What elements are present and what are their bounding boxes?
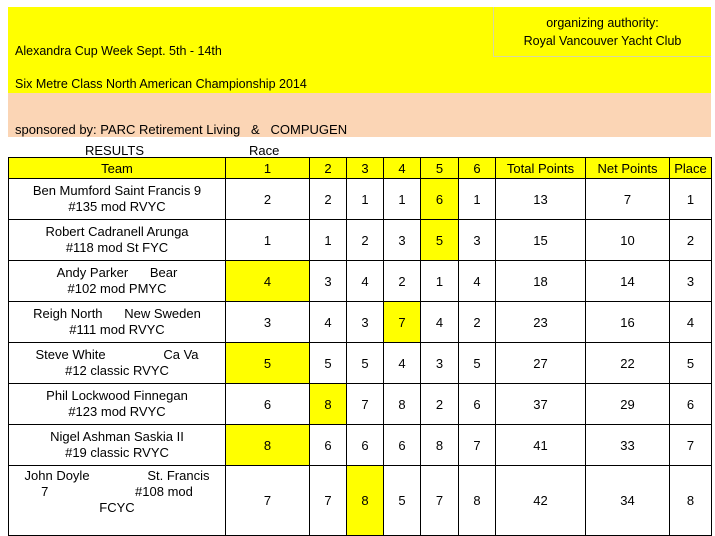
table-row bbox=[9, 384, 712, 425]
team-cell bbox=[9, 302, 226, 343]
team-name: Reigh North New Sweden bbox=[33, 306, 201, 321]
table-row bbox=[9, 425, 712, 466]
race-score: 2 bbox=[384, 261, 421, 302]
team-boat: #111 mod RVYC bbox=[69, 322, 165, 337]
total-points: 13 bbox=[496, 179, 586, 220]
race-score-discard: 8 bbox=[347, 466, 384, 536]
race-score-discard: 5 bbox=[421, 220, 459, 261]
place: 3 bbox=[670, 261, 712, 302]
team-cell bbox=[9, 179, 226, 220]
place: 7 bbox=[670, 425, 712, 466]
team-boat: #135 mod RVYC bbox=[68, 199, 166, 214]
race-score-discard: 6 bbox=[421, 179, 459, 220]
table-row bbox=[9, 343, 712, 384]
race-score: 2 bbox=[310, 179, 347, 220]
race-score: 5 bbox=[347, 343, 384, 384]
race-score: 1 bbox=[459, 179, 496, 220]
race-score: 2 bbox=[459, 302, 496, 343]
column-header: 4 bbox=[384, 158, 421, 179]
team-club: FCYC bbox=[99, 500, 135, 515]
total-points: 37 bbox=[496, 384, 586, 425]
net-points: 7 bbox=[586, 179, 670, 220]
column-header: Net Points bbox=[586, 158, 670, 179]
race-score: 2 bbox=[226, 179, 310, 220]
column-header: Total Points bbox=[496, 158, 586, 179]
race-score: 6 bbox=[347, 425, 384, 466]
race-score-discard: 8 bbox=[226, 425, 310, 466]
race-score: 6 bbox=[384, 425, 421, 466]
team-cell bbox=[9, 425, 226, 466]
net-points: 22 bbox=[586, 343, 670, 384]
table-row bbox=[9, 179, 712, 220]
team-boat: #102 mod PMYC bbox=[67, 281, 167, 296]
total-points: 15 bbox=[496, 220, 586, 261]
results-table bbox=[8, 157, 712, 536]
total-points: 18 bbox=[496, 261, 586, 302]
race-score: 3 bbox=[226, 302, 310, 343]
race-score: 4 bbox=[310, 302, 347, 343]
place: 6 bbox=[670, 384, 712, 425]
event-title: Alexandra Cup Week Sept. 5th - 14th bbox=[15, 44, 222, 58]
place: 2 bbox=[670, 220, 712, 261]
net-points: 29 bbox=[586, 384, 670, 425]
race-score: 3 bbox=[310, 261, 347, 302]
race-score-discard: 4 bbox=[226, 261, 310, 302]
team-cell bbox=[9, 466, 226, 536]
race-score: 3 bbox=[384, 220, 421, 261]
column-header: 5 bbox=[421, 158, 459, 179]
race-score: 5 bbox=[384, 466, 421, 536]
sponsors-line: sponsored by: PARC Retirement Living & COMPUGEN bbox=[15, 122, 348, 137]
race-score: 1 bbox=[384, 179, 421, 220]
race-label: Race bbox=[249, 143, 280, 158]
race-score: 6 bbox=[310, 425, 347, 466]
race-score: 6 bbox=[226, 384, 310, 425]
race-score: 4 bbox=[459, 261, 496, 302]
race-score: 3 bbox=[459, 220, 496, 261]
team-boat: #123 mod RVYC bbox=[68, 404, 166, 419]
net-points: 33 bbox=[586, 425, 670, 466]
team-cell bbox=[9, 220, 226, 261]
team-name: Phil Lockwood Finnegan bbox=[46, 388, 188, 403]
organizer-box bbox=[493, 7, 711, 57]
table-header-row bbox=[9, 158, 712, 179]
table-row bbox=[9, 302, 712, 343]
total-points: 41 bbox=[496, 425, 586, 466]
column-header: 3 bbox=[347, 158, 384, 179]
place: 5 bbox=[670, 343, 712, 384]
race-score: 7 bbox=[347, 384, 384, 425]
race-score: 1 bbox=[421, 261, 459, 302]
championship-title: Six Metre Class North American Championship 2014 bbox=[15, 77, 307, 91]
race-score: 4 bbox=[421, 302, 459, 343]
team-name: Robert Cadranell Arunga bbox=[45, 224, 189, 239]
total-points: 27 bbox=[496, 343, 586, 384]
race-score: 7 bbox=[310, 466, 347, 536]
column-header: 1 bbox=[226, 158, 310, 179]
team-boat: 7 #108 mod bbox=[41, 484, 193, 499]
results-label: RESULTS bbox=[85, 143, 144, 158]
team-name: John Doyle St. Francis bbox=[24, 468, 210, 483]
place: 8 bbox=[670, 466, 712, 536]
race-score: 1 bbox=[310, 220, 347, 261]
race-score: 3 bbox=[347, 302, 384, 343]
net-points: 16 bbox=[586, 302, 670, 343]
team-name: Nigel Ashman Saskia II bbox=[50, 429, 184, 444]
race-score: 7 bbox=[421, 466, 459, 536]
race-score-discard: 5 bbox=[226, 343, 310, 384]
column-header: 2 bbox=[310, 158, 347, 179]
net-points: 14 bbox=[586, 261, 670, 302]
total-points: 42 bbox=[496, 466, 586, 536]
team-boat: #12 classic RVYC bbox=[65, 363, 169, 378]
team-cell bbox=[9, 384, 226, 425]
column-header: Team bbox=[9, 158, 226, 179]
net-points: 34 bbox=[586, 466, 670, 536]
race-score: 4 bbox=[347, 261, 384, 302]
total-points: 23 bbox=[496, 302, 586, 343]
race-score: 2 bbox=[421, 384, 459, 425]
race-score-discard: 7 bbox=[384, 302, 421, 343]
race-score: 3 bbox=[421, 343, 459, 384]
table-row bbox=[9, 466, 712, 536]
net-points: 10 bbox=[586, 220, 670, 261]
race-score: 8 bbox=[421, 425, 459, 466]
race-score: 8 bbox=[384, 384, 421, 425]
team-name: Steve White Ca Va bbox=[35, 347, 199, 362]
column-header: Place bbox=[670, 158, 712, 179]
race-score: 5 bbox=[310, 343, 347, 384]
place: 1 bbox=[670, 179, 712, 220]
table-row bbox=[9, 220, 712, 261]
organizer-name: Royal Vancouver Yacht Club bbox=[523, 34, 682, 48]
race-score: 1 bbox=[347, 179, 384, 220]
team-name: Ben Mumford Saint Francis 9 bbox=[32, 183, 202, 198]
race-score: 8 bbox=[459, 466, 496, 536]
organizer-label: organizing authority: bbox=[546, 16, 659, 30]
team-boat: #19 classic RVYC bbox=[65, 445, 169, 460]
column-header: 6 bbox=[459, 158, 496, 179]
race-score: 1 bbox=[226, 220, 310, 261]
team-cell bbox=[9, 261, 226, 302]
team-cell bbox=[9, 343, 226, 384]
team-boat: #118 mod St FYC bbox=[65, 240, 169, 255]
place: 4 bbox=[670, 302, 712, 343]
race-score-discard: 8 bbox=[310, 384, 347, 425]
race-score: 2 bbox=[347, 220, 384, 261]
race-score: 7 bbox=[459, 425, 496, 466]
race-score: 6 bbox=[459, 384, 496, 425]
team-name: Andy Parker Bear bbox=[56, 265, 178, 280]
race-score: 7 bbox=[226, 466, 310, 536]
race-score: 4 bbox=[384, 343, 421, 384]
race-score: 5 bbox=[459, 343, 496, 384]
table-row bbox=[9, 261, 712, 302]
